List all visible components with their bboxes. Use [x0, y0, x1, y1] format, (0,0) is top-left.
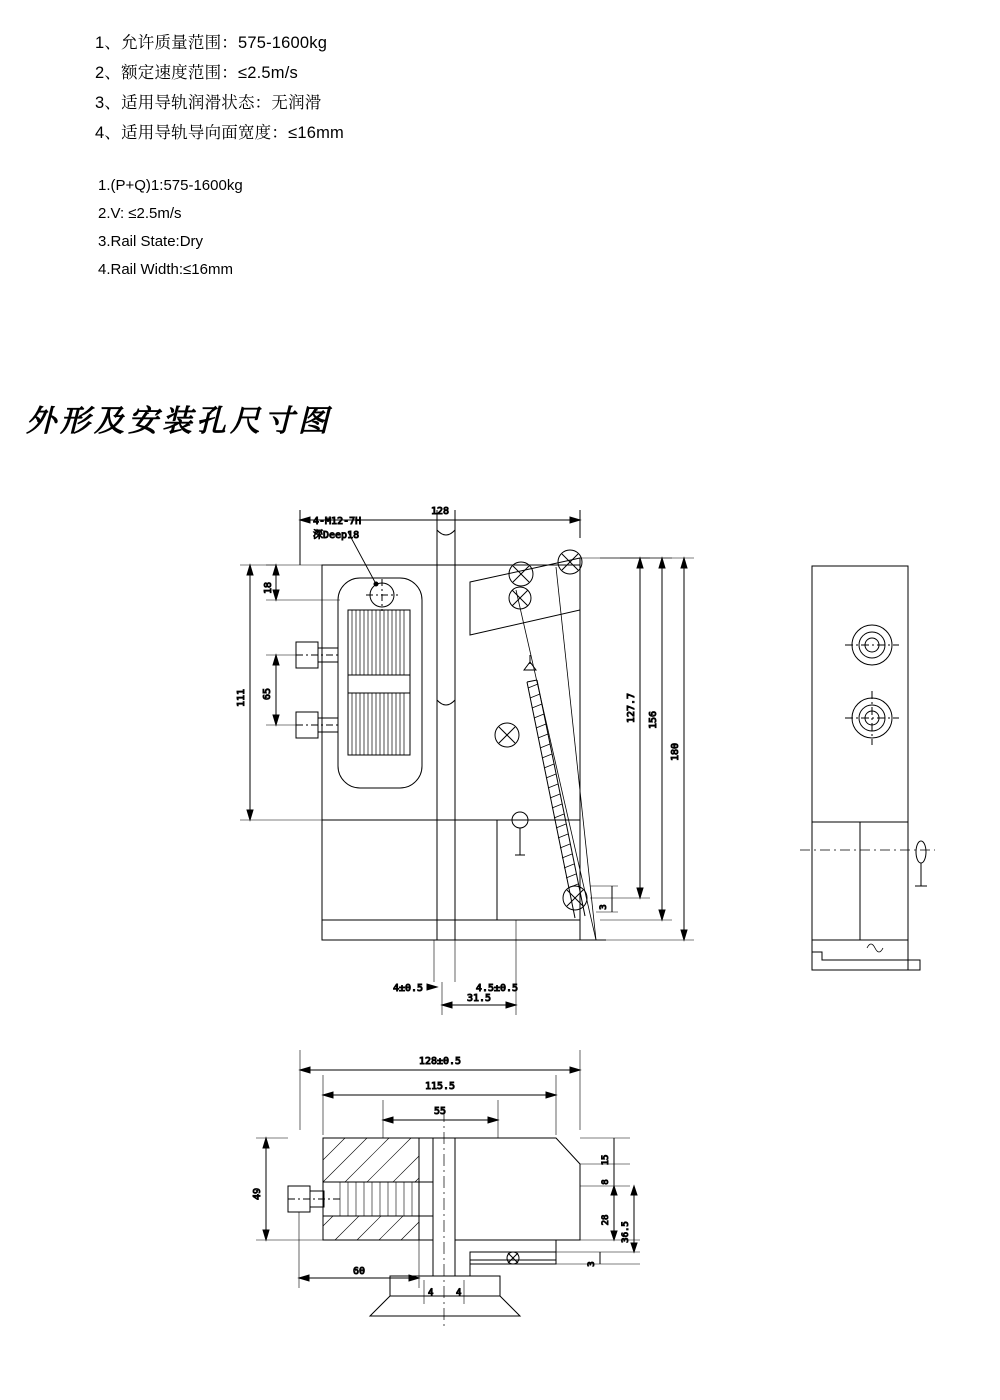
spec-en-4: 4.Rail Width:≤16mm — [98, 261, 233, 278]
spec-cn-3: 3、适用导轨润滑状态：无润滑 — [95, 94, 322, 112]
spec-en-1: 1.(P+Q)1:575-1600kg — [98, 177, 243, 194]
dim-4-left: 4 — [428, 1288, 434, 1298]
screw-top-b — [509, 562, 533, 586]
spec-cn-2: 2、额定速度范围：≤2.5m/s — [95, 64, 298, 82]
dim-28: 28 — [601, 1214, 611, 1226]
specs-english-list — [98, 172, 243, 284]
top-view-group — [252, 1050, 640, 1330]
dim-111: 111 — [236, 688, 247, 708]
top-view-bolt-small — [507, 1252, 519, 1264]
dim-45-tol: 4.5±0.5 — [475, 983, 519, 994]
dim-4-tol: 4±0.5 — [392, 983, 424, 994]
dim-127-7: 127.7 — [626, 692, 637, 724]
spec-en-2: 2.V: ≤2.5m/s — [98, 205, 182, 222]
dim-156: 156 — [648, 710, 659, 730]
bolt-lower-left — [296, 712, 338, 738]
label-thread-2: 深Deep18 — [313, 530, 360, 541]
bolt-upper-left — [296, 642, 338, 668]
dim-180: 180 — [670, 742, 681, 762]
dim-60: 60 — [352, 1266, 366, 1277]
boss-lower — [845, 691, 899, 745]
pin-element — [512, 812, 528, 855]
spec-cn-4: 4、适用导轨导向面宽度：≤16mm — [95, 124, 344, 142]
dim-18: 18 — [263, 581, 274, 595]
label-thread-1: 4-M12-7H — [313, 516, 362, 527]
page-title: 外形及安装孔尺寸图 — [26, 404, 332, 439]
dim-31-5: 31.5 — [466, 993, 492, 1004]
spec-en-3: 3.Rail State:Dry — [98, 233, 204, 250]
technical-drawing — [0, 470, 1000, 1400]
boss-upper — [845, 625, 899, 665]
dim-4-right: 4 — [456, 1288, 462, 1298]
spec-cn-1: 1、允许质量范围：575-1600kg — [95, 34, 328, 52]
dim-115-5: 115.5 — [424, 1081, 456, 1092]
dim-15: 15 — [601, 1154, 611, 1166]
dim-49: 49 — [252, 1187, 263, 1201]
dim-3-front: 3 — [599, 904, 609, 910]
side-lever — [915, 841, 927, 886]
dim-3-top: 3 — [587, 1261, 597, 1267]
dim-36-5: 36.5 — [621, 1221, 631, 1243]
dim-128-top: 128 — [430, 506, 450, 517]
screw-mid — [495, 723, 519, 747]
screw-top-a — [509, 587, 531, 609]
inclined-rod — [524, 655, 585, 918]
dim-8: 8 — [601, 1179, 611, 1185]
side-view-group — [800, 566, 935, 970]
specs-chinese-list — [95, 28, 344, 148]
front-view-group — [236, 506, 694, 1015]
dim-55: 55 — [433, 1106, 447, 1117]
dim-65: 65 — [262, 687, 273, 701]
dim-128-tol: 128±0.5 — [418, 1056, 462, 1067]
